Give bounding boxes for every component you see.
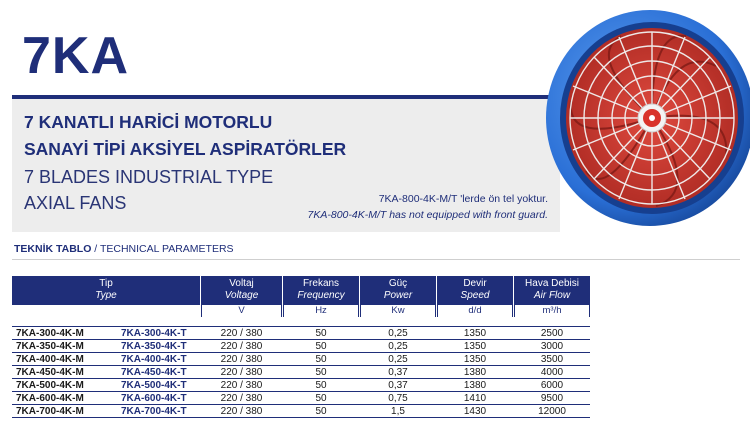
th-frequency-en: Frequency [297, 290, 345, 301]
th-power-tr: Güç [388, 278, 408, 289]
row-type-m: 7KA-700-4K-M [16, 406, 84, 417]
row-type-m: 7KA-350-4K-M [16, 341, 84, 352]
row-power: 0,75 [388, 393, 408, 404]
note-tr: 7KA-800-4K-M/T 'lerde ön tel yoktur. [378, 193, 548, 205]
row-frequency: 50 [315, 328, 327, 339]
row-divider [12, 404, 590, 405]
row-frequency: 50 [315, 367, 327, 378]
row-speed: 1380 [463, 367, 487, 378]
row-type-m: 7KA-400-4K-M [16, 354, 84, 365]
unit-type [12, 305, 200, 317]
row-type-m: 7KA-600-4K-M [16, 393, 84, 404]
row-air-flow: 4000 [540, 367, 564, 378]
row-frequency: 50 [315, 393, 327, 404]
section-title [14, 244, 234, 255]
row-type-t: 7KA-600-4K-T [121, 393, 187, 404]
row-divider [12, 339, 590, 340]
row-speed: 1380 [463, 380, 487, 391]
row-divider [12, 326, 590, 327]
unit-frequency: Hz [283, 305, 359, 317]
unit-speed: d/d [437, 305, 513, 317]
row-type-m: 7KA-500-4K-M [16, 380, 84, 391]
row-type-t: 7KA-500-4K-T [121, 380, 187, 391]
row-divider [12, 378, 590, 379]
row-air-flow: 2500 [540, 328, 564, 339]
th-frequency [283, 276, 359, 305]
th-speed-en: Speed [460, 290, 490, 301]
section-title-tr: TEKNİK TABLO [14, 243, 92, 255]
row-power: 0,25 [388, 354, 408, 365]
row-frequency: 50 [315, 341, 327, 352]
row-speed: 1430 [463, 406, 487, 417]
th-power [360, 276, 436, 305]
row-type-t: 7KA-450-4K-T [121, 367, 187, 378]
title-tr-line2: SANAYİ TİPİ AKSİYEL ASPİRATÖRLER [24, 139, 347, 159]
row-power: 1,5 [391, 406, 405, 417]
th-power-en: Power [383, 290, 413, 301]
row-voltage: 220 / 380 [220, 341, 263, 352]
row-speed: 1410 [463, 393, 487, 404]
row-type-m: 7KA-300-4K-M [16, 328, 84, 339]
th-type-en: Type [95, 290, 117, 301]
row-type-t: 7KA-350-4K-T [121, 341, 187, 352]
row-voltage: 220 / 380 [220, 393, 263, 404]
th-type [12, 276, 200, 305]
row-type-t: 7KA-300-4K-T [121, 328, 187, 339]
row-type-m: 7KA-450-4K-M [16, 367, 84, 378]
row-power: 0,25 [388, 328, 408, 339]
row-power: 0,25 [388, 341, 408, 352]
th-voltage-tr: Voltaj [229, 278, 254, 289]
row-frequency: 50 [315, 380, 327, 391]
th-voltage [201, 276, 282, 305]
row-air-flow: 9500 [540, 393, 564, 404]
title-en-line2: AXIAL FANS [24, 193, 127, 213]
row-voltage: 220 / 380 [220, 328, 263, 339]
row-divider [12, 365, 590, 366]
th-speed [437, 276, 513, 305]
unit-air-flow: m³/h [514, 305, 590, 317]
th-speed-tr: Devir [463, 278, 487, 289]
section-title-en: / TECHNICAL PARAMETERS [91, 243, 234, 255]
row-voltage: 220 / 380 [220, 406, 263, 417]
row-air-flow: 6000 [540, 380, 564, 391]
row-frequency: 50 [315, 406, 327, 417]
row-type-t: 7KA-400-4K-T [121, 354, 187, 365]
row-power: 0,37 [388, 367, 408, 378]
model-code: 7KA [22, 27, 130, 85]
row-frequency: 50 [315, 354, 327, 365]
row-power: 0,37 [388, 380, 408, 391]
row-speed: 1350 [463, 354, 487, 365]
unit-voltage: V [201, 305, 282, 317]
row-speed: 1350 [463, 341, 487, 352]
axial-fan-icon [526, 6, 750, 231]
th-air-flow-tr: Hava Debisi [525, 278, 579, 289]
th-frequency-tr: Frekans [302, 278, 340, 289]
section-divider [12, 259, 740, 260]
title-en-line1: 7 BLADES INDUSTRIAL TYPE [24, 167, 274, 187]
row-speed: 1350 [463, 328, 487, 339]
title-tr-line1: 7 KANATLI HARİCİ MOTORLU [24, 112, 273, 132]
row-type-t: 7KA-700-4K-T [121, 406, 187, 417]
th-air-flow-en: Air Flow [533, 290, 571, 301]
row-voltage: 220 / 380 [220, 367, 263, 378]
row-air-flow: 3000 [540, 341, 564, 352]
note-en: 7KA-800-4K-M/T has not equipped with front guard. [307, 209, 548, 221]
row-divider [12, 352, 590, 353]
row-divider [12, 417, 590, 418]
unit-power: Kw [360, 305, 436, 317]
th-voltage-en: Voltage [224, 290, 259, 301]
row-air-flow: 12000 [538, 406, 566, 417]
row-voltage: 220 / 380 [220, 354, 263, 365]
row-voltage: 220 / 380 [220, 380, 263, 391]
row-divider [12, 391, 590, 392]
th-air-flow [514, 276, 590, 305]
th-type-tr: Tip [99, 278, 113, 289]
row-air-flow: 3500 [540, 354, 564, 365]
